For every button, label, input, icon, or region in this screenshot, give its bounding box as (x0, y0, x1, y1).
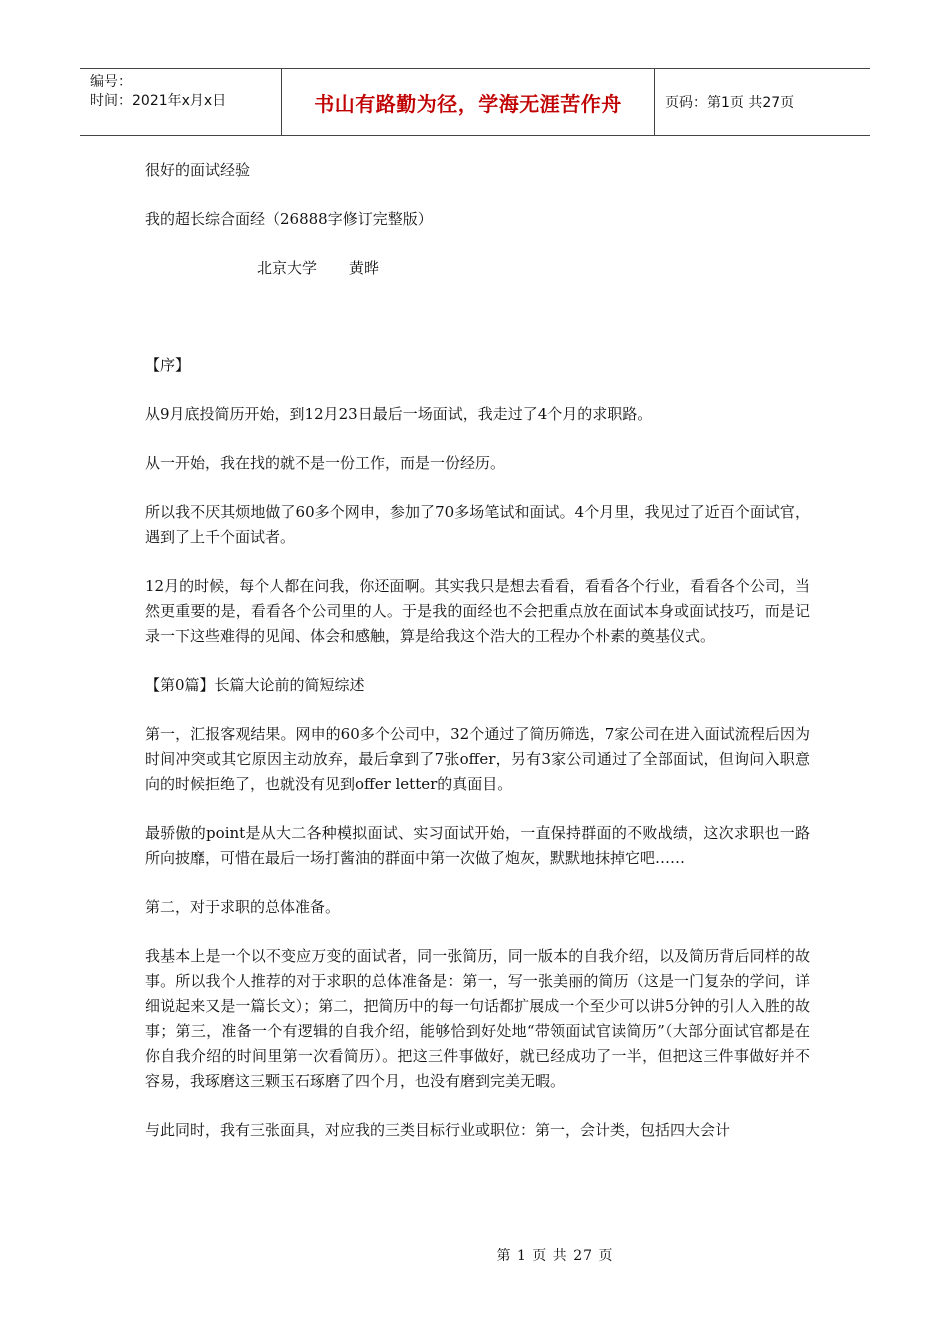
footer-page-label: 第 1 页 共 27 页 (496, 1248, 614, 1264)
paragraph: 第一，汇报客观结果。网申的60多个公司中，32个通过了简历筛选，7家公司在进入面试流程后因为时间冲突或其它原因主动放弃，最后拿到了7张offer，另有3家公司通过了全部面试，但询问入职意向的时候拒绝了，也就没有见到offer letter的真面目。 (145, 725, 810, 793)
paragraph: 【第0篇】长篇大论前的简短综述 (145, 676, 365, 694)
doc-title: 很好的面试经验 (145, 161, 251, 179)
paragraph: 12月的时候，每个人都在问我，你还面啊。其实我只是想去看看，看看各个行业，看看各个公司，当然更重要的是，看看各个公司里的人。于是我的面经也不会把重点放在面试本身或面试技巧，而是记录一下这些难得的见闻、体会和感触，算是给我这个浩大的工程办个朴素的奠基仪式。 (145, 577, 810, 645)
time-label: 时间：2021年x月x日 (90, 93, 227, 109)
motto-text: 书山有路勤为径，学海无涯苦作舟 (314, 91, 622, 116)
number-label: 编号： (90, 74, 132, 90)
header-motto-cell (282, 69, 655, 135)
paragraph: 与此同时，我有三张面具，对应我的三类目标行业或职位：第一，会计类，包括四大会计 (145, 1121, 731, 1139)
paragraph: 从9月底投简历开始，到12月23日最后一场面试，我走过了4个月的求职路。 (145, 405, 653, 423)
paragraph: 最骄傲的point是从大二各种模拟面试、实习面试开始，一直保持群面的不败战绩，这次求职也一路所向披靡，可惜在最后一场打酱油的群面中第一次做了炮灰，默默地抹掉它吧…… (145, 824, 810, 867)
paragraph: 我基本上是一个以不变应万变的面试者，同一张简历，同一版本的自我介绍，以及简历背后同样的故事。所以我个人推荐的对于求职的总体准备是：第一，写一张美丽的简历（这是一门复杂的学问，详细说起来又是一篇长文）；第二，把简历中的每一句话都扩展成一个至少可以讲5分钟的引人入胜的故事；第三，准备一个有逻辑的自我介绍，能够恰到好处地“带领面试官读简历”（大部分面试官都是在你自我介绍的时间里第一次看简历）。把这三件事做好，就已经成功了一半，但把这三件事做好并不容易，我琢磨这三颗玉石琢磨了四个月，也没有磨到完美无暇。 (145, 947, 810, 1090)
header-meta-cell (80, 69, 282, 135)
spacer (145, 305, 810, 353)
author-school: 北京大学 (257, 259, 318, 277)
paragraph: 【序】 (145, 356, 191, 374)
page-footer (0, 1245, 950, 1265)
document-body (145, 158, 810, 1167)
paragraph: 从一开始，我在找的就不是一份工作，而是一份经历。 (145, 454, 506, 472)
header-page-cell (655, 69, 870, 135)
paragraph: 所以我不厌其烦地做了60多个网申，参加了70多场笔试和面试。4个月里，我见过了近百个面试官，遇到了上千个面试者。 (145, 503, 810, 546)
author-line (145, 256, 810, 281)
document-header (80, 68, 870, 136)
doc-subtitle: 我的超长综合面经（26888字修订完整版） (145, 210, 433, 228)
page-info: 页码：第1页 共27页 (665, 95, 795, 111)
paragraph: 第二，对于求职的总体准备。 (145, 898, 341, 916)
author-name: 黄晔 (349, 259, 380, 277)
